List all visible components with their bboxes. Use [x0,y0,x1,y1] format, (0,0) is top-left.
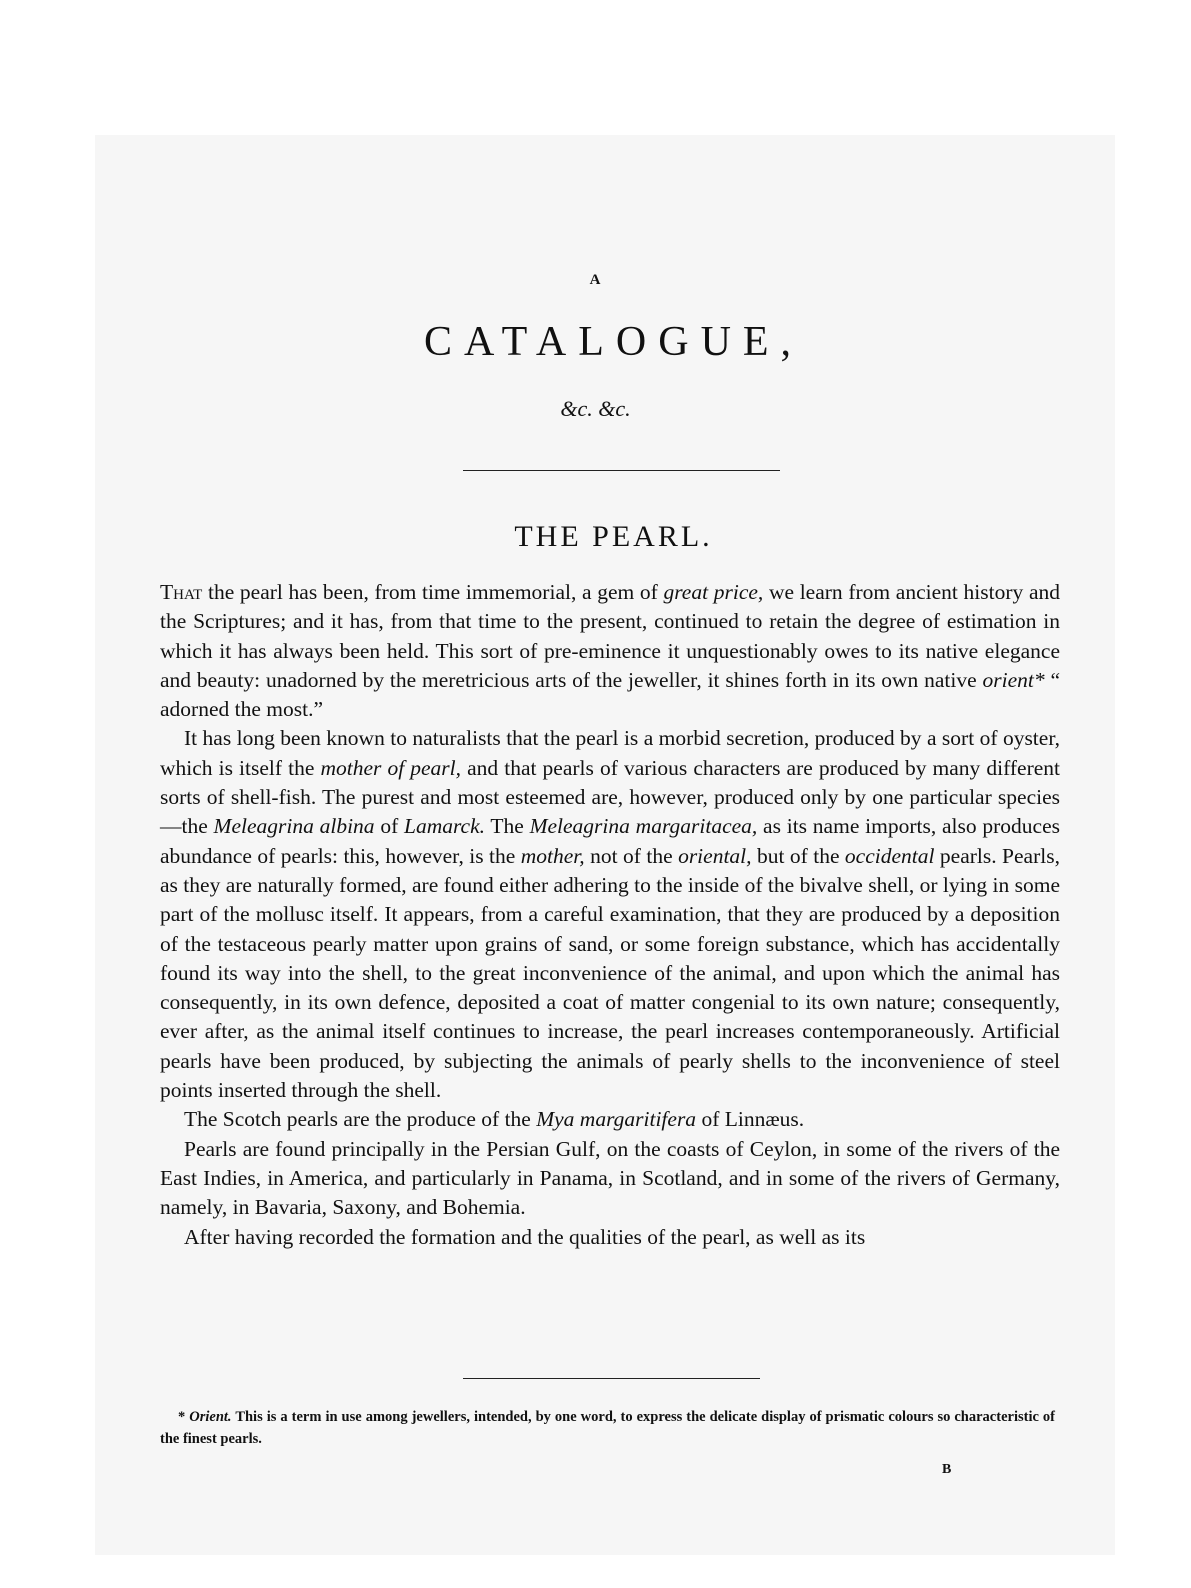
divider-top [463,470,780,471]
text-run: and that pearls of various characters are produced by many different sorts of shell-fish. The purest and most esteemed are, however, produced only by one particular species—the [160,755,1060,839]
section-title: THE PEARL. [514,520,713,553]
title-etc: &c. &c. [560,396,631,421]
text-run: The Scotch pearls are the produce of the [184,1107,537,1132]
italic-run: great price, [663,580,764,604]
text-run: It has long been known to naturalists that the pearl is a morbid secretion, produced by a sort of oyster, which is itself the [160,726,1060,780]
footnote-term: Orient. [189,1409,232,1425]
text-run: but of the [751,843,845,868]
paragraph-4 [160,1135,1060,1223]
body-text [160,578,1060,1252]
signature-mark: B [942,1462,952,1477]
heading-article: A [589,272,602,288]
italic-run: oriental, [678,843,752,868]
text-run: After having recorded the formation and the qualities of the pearl, as well as its [184,1224,866,1249]
italic-run: Mya margaritifera [536,1107,697,1132]
text-run: of [374,814,404,839]
footnote-marker: * [178,1409,186,1425]
text-run: as its name imports, also produces abundance of pearls: this, however, is the [160,814,1060,868]
italic-run: Meleagrina margaritacea, [529,814,758,839]
text-run: pearls. Pearls, as they are naturally formed, are found either adhering to the inside of the bivalve shell, or lying in some part of the mollusc itself. It appears, from a careful examination, that they are produced by a deposition of the testaceous pearly matter upon grains of sand, or some foreign substance, which has accidentally found its way into the shell, to the great inconvenience of the animal, and upon which the animal has consequently, in its own defence, deposited a coat of matter congenial to its own nature; consequently, ever after, as the animal itself continues to increase, the pearl increases contemporaneously. Artificial pearls have been produced, by subjecting the animals of pearly shells to the inconvenience of steel points inserted through the shell. [160,843,1060,1103]
italic-run: mother of pearl, [320,755,462,780]
text-run: the pearl has been, from time immemorial, a gem of [202,580,664,604]
paragraph-5 [160,1223,1060,1252]
paragraph-2 [160,724,1060,1105]
text-run: “ adorned the most.” [160,667,1060,722]
text-run: of Linnæus. [696,1107,805,1132]
page-title: CATALOGUE, [423,319,804,365]
italic-run: Lamarck. [404,814,486,839]
italic-run: occidental [844,843,935,868]
text-run: not of the [584,843,679,868]
text-run: The [485,814,530,839]
italic-run: orient* [982,667,1045,692]
paragraph-3 [160,1105,1060,1134]
text-run: Pearls are found principally in the Persian Gulf, on the coasts of Ceylon, in some of the rivers of the East Indies, in America, and particularly in Panama, in Scotland, and in some of the rivers of Germany, namely, in Bavaria, Saxony, and Bohemia. [160,1136,1060,1220]
italic-run: Meleagrina albina [213,814,375,839]
footnote [160,1406,1055,1450]
italic-run: mother, [520,843,585,868]
footnote-text: This is a term in use among jewellers, intended, by one word, to express the delicate display of prismatic colours so characteristic of the finest pearls. [160,1409,1055,1447]
paragraph-1 [160,578,1060,724]
divider-footnote [463,1378,760,1379]
text-run: we learn from ancient history and the Scriptures; and it has, from that time to the present, continued to retain the degree of estimation in which it has always been held. This sort of pre-eminence it unquestionably owes to its native elegance and beauty: unadorned by the meretricious arts of the jeweller, it shines forth in its own native [160,580,1060,692]
small-caps-run: That [160,580,203,604]
